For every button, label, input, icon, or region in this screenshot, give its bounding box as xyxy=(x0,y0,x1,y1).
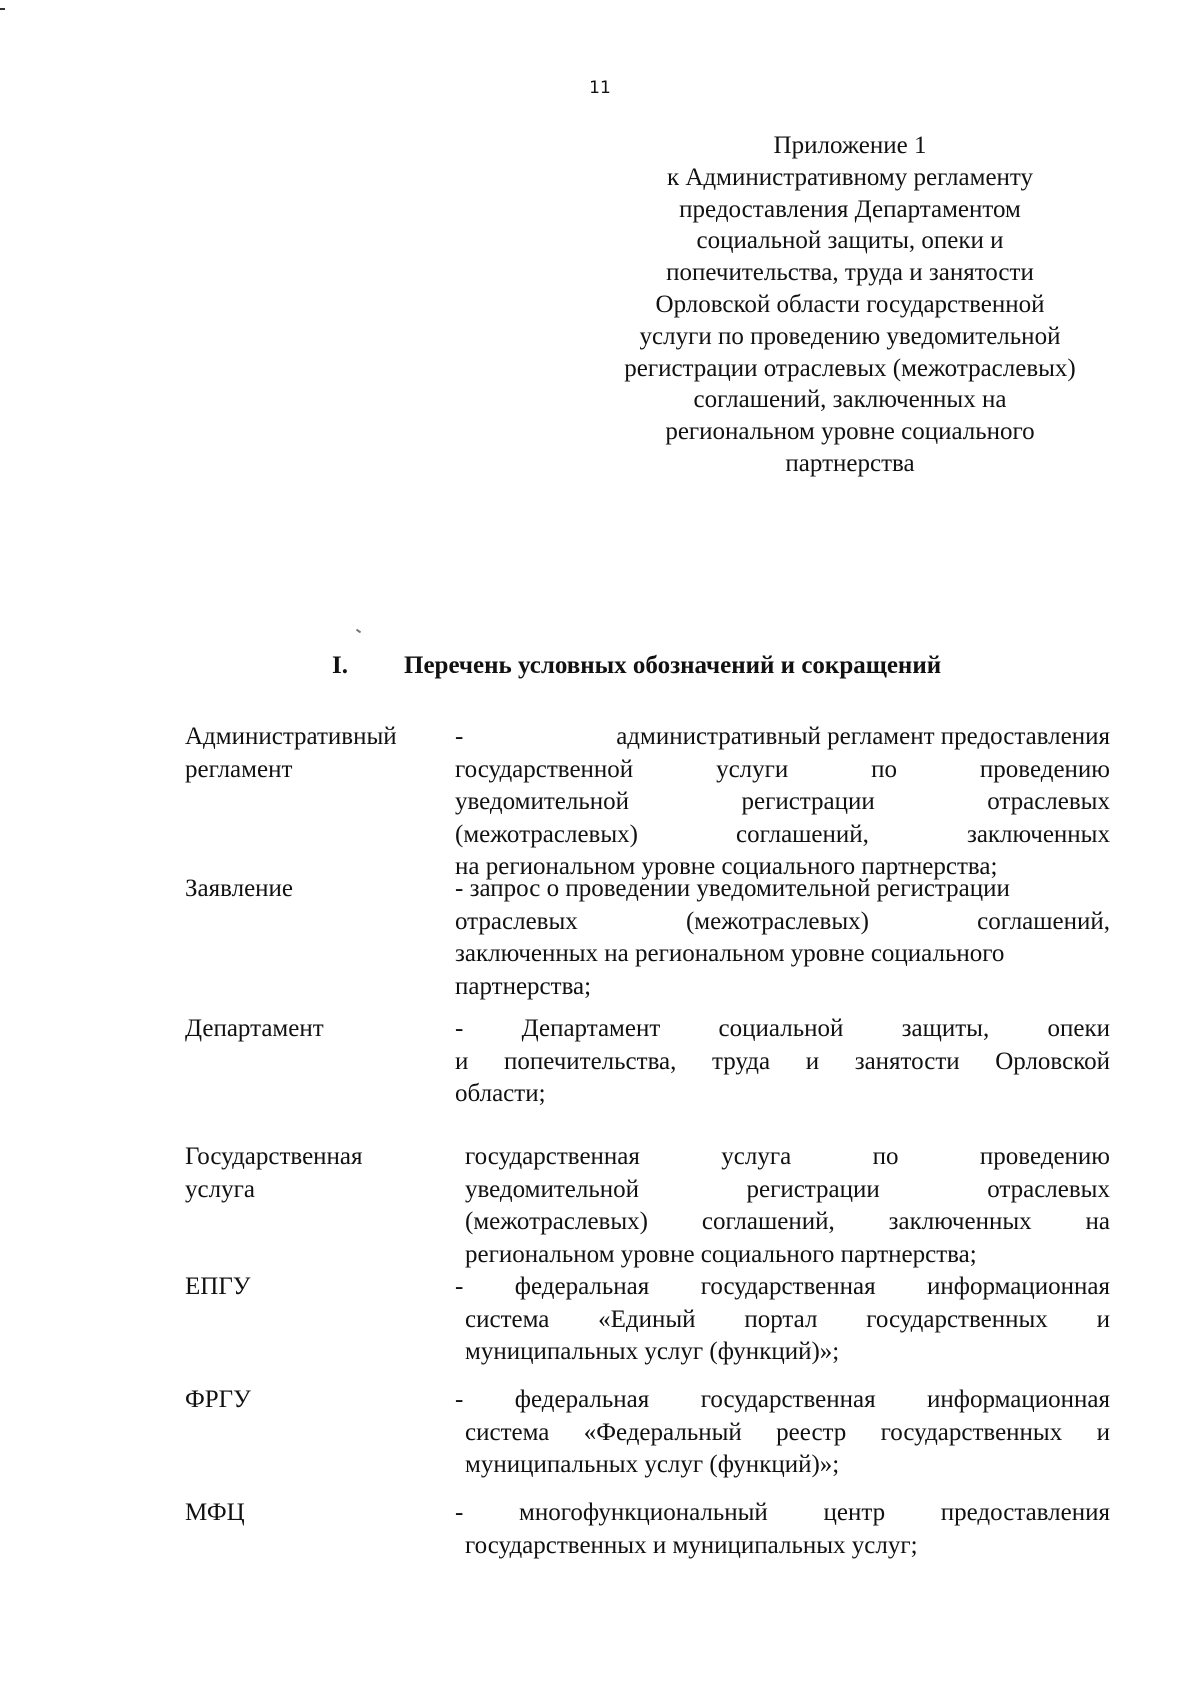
definition-line xyxy=(455,906,1110,939)
definition-word: государственная xyxy=(465,1143,640,1170)
definition-line xyxy=(455,1384,1110,1417)
definition-word: (межотраслевых) xyxy=(465,1208,648,1235)
term-line: услуга xyxy=(185,1175,255,1203)
definition-line xyxy=(455,754,1110,787)
term-line: ФРГУ xyxy=(185,1386,251,1413)
term xyxy=(185,873,445,906)
definition xyxy=(455,873,1110,1003)
definition-word: отраслевых xyxy=(987,1175,1110,1203)
definition-word: соглашений, xyxy=(977,907,1110,935)
term-line: Государственная xyxy=(185,1143,363,1170)
definition-word: (межотраслевых) xyxy=(685,907,869,935)
definition-word: и xyxy=(455,1047,469,1075)
definition-word: занятости xyxy=(854,1047,960,1075)
definition-word: заключенных на региональном уровне социального xyxy=(455,940,1005,967)
definition-line xyxy=(455,1336,1110,1369)
definition-line xyxy=(455,1239,1110,1272)
term-line: Заявление xyxy=(185,875,294,902)
definition-word: защиты, xyxy=(901,1015,990,1042)
definition xyxy=(455,1141,1110,1271)
appendix-line: предоставления Департаментом xyxy=(679,195,1021,223)
term-line: Департамент xyxy=(185,1015,324,1042)
definition xyxy=(455,721,1110,884)
appendix-line: партнерства xyxy=(785,449,915,477)
term-line: регламент xyxy=(185,755,293,783)
definition-word: предоставления xyxy=(940,1499,1110,1526)
definition-word: регистрации xyxy=(741,788,875,815)
definition-line xyxy=(455,819,1110,852)
definition-word: по xyxy=(871,755,898,783)
appendix-line: социальной защиты, опеки и xyxy=(696,227,1004,255)
definition-word: - xyxy=(455,1273,464,1300)
definition-line xyxy=(455,1046,1110,1079)
definition-word: и xyxy=(1096,1305,1110,1333)
definition xyxy=(455,1497,1110,1562)
definition-word: заключенных xyxy=(966,820,1110,848)
definition-word: государственных xyxy=(880,1418,1063,1446)
definition-word: (межотраслевых) xyxy=(455,820,638,848)
definition xyxy=(455,1384,1110,1482)
term xyxy=(185,1271,445,1304)
term xyxy=(185,1384,445,1417)
definition-line xyxy=(455,1304,1110,1337)
definition-word: многофункциональный xyxy=(519,1499,768,1526)
definition-word: федеральная xyxy=(514,1386,650,1413)
appendix-line: к Административному регламенту xyxy=(666,163,1034,191)
definition-word: проведению xyxy=(979,1143,1110,1170)
definition-word: по xyxy=(872,1143,899,1170)
definition-word: «Федеральный xyxy=(583,1418,742,1446)
definition-word: регистрации xyxy=(746,1175,880,1203)
definition-line xyxy=(455,1174,1110,1207)
definition xyxy=(455,1013,1110,1111)
appendix-line: соглашений, заключенных на xyxy=(693,386,1007,414)
definition-word: и xyxy=(805,1047,820,1075)
definition-line xyxy=(455,1078,1110,1111)
definition-word: попечительства, xyxy=(503,1047,677,1075)
appendix-line: региональном уровне социального xyxy=(665,418,1035,446)
definition-word: на xyxy=(1085,1208,1110,1235)
term xyxy=(185,721,445,786)
definition-word: труда xyxy=(711,1047,771,1075)
definition-word: государственных и муниципальных услуг; xyxy=(465,1531,918,1559)
definition-line xyxy=(455,1013,1110,1046)
definition-word: муниципальных услуг (функций)»; xyxy=(465,1338,840,1365)
definition-word: - xyxy=(455,1015,464,1042)
definition-word: - xyxy=(455,1499,464,1526)
definition-word: государственная xyxy=(700,1273,876,1300)
definition-word: отраслевых xyxy=(455,907,578,935)
definition-word: реестр xyxy=(776,1418,847,1446)
definition-word: региональном уровне социального партнерства; xyxy=(465,1240,977,1268)
definition-word: уведомительной xyxy=(465,1175,640,1203)
term-line: Административный xyxy=(185,723,397,750)
definition-word: соглашений, xyxy=(736,820,869,848)
appendix-line: услуги по проведению уведомительной xyxy=(639,322,1061,350)
definition-word: информационная xyxy=(927,1273,1110,1300)
definition-word: - запрос о проведении уведомительной регистрации xyxy=(455,875,1010,902)
term-line: МФЦ xyxy=(185,1499,245,1526)
appendix-line: регистрации отраслевых (межотраслевых) xyxy=(624,354,1076,382)
definition-word: центр xyxy=(823,1499,886,1526)
section-title: Перечень условных обозначений и сокращений xyxy=(404,652,942,679)
definition-word: партнерства; xyxy=(455,972,592,1000)
definition-line xyxy=(455,1206,1110,1239)
definition-word: заключенных xyxy=(888,1208,1032,1235)
appendix-line: Приложение 1 xyxy=(773,132,927,159)
term xyxy=(185,1013,445,1046)
definition-line xyxy=(455,1271,1110,1304)
definition-word: информационная xyxy=(927,1386,1110,1413)
definition-line xyxy=(455,938,1110,971)
definition-word: опеки xyxy=(1047,1015,1110,1042)
definition-word: соглашений, xyxy=(701,1208,835,1235)
definition-word: государственной xyxy=(455,755,634,783)
definition-word: система xyxy=(465,1305,550,1333)
section-number: I. xyxy=(332,652,348,679)
definition-word: государственных xyxy=(866,1305,1048,1333)
page-number: 11 xyxy=(589,78,611,98)
definition-word: и xyxy=(1096,1418,1110,1446)
definition-word: уведомительной xyxy=(455,788,630,815)
definition-line xyxy=(455,971,1110,1004)
definition-line xyxy=(455,1417,1110,1450)
definition-word: государственная xyxy=(700,1386,876,1413)
definition-word: административный регламент предоставления xyxy=(616,723,1110,750)
definition-word: Департамент xyxy=(521,1015,661,1042)
definition-word: - xyxy=(455,723,464,750)
definition-word: социальной xyxy=(718,1015,844,1042)
definition-word: на региональном уровне социального партнерства; xyxy=(455,853,998,880)
appendix-line: Орловской области государственной xyxy=(655,290,1045,318)
definition xyxy=(455,1271,1110,1369)
definition-word: Орловской xyxy=(995,1047,1110,1075)
definition-line xyxy=(455,873,1110,906)
definition-word: портал xyxy=(744,1305,818,1333)
definition-line xyxy=(455,1449,1110,1482)
definition-word: области; xyxy=(455,1080,546,1107)
term xyxy=(185,1141,445,1206)
definition-word: - xyxy=(455,1386,464,1413)
definition-line xyxy=(455,721,1110,754)
definition-line xyxy=(455,1141,1110,1174)
term xyxy=(185,1497,445,1530)
definition-word: проведению xyxy=(979,755,1110,783)
definition-word: отраслевых xyxy=(987,788,1110,815)
appendix-line: попечительства, труда и занятости xyxy=(666,259,1034,287)
definition-word: «Единый xyxy=(598,1305,696,1333)
definition-line xyxy=(455,1497,1110,1530)
term-line: ЕПГУ xyxy=(185,1273,251,1300)
definition-word: муниципальных услуг (функций)»; xyxy=(465,1451,840,1478)
definition-word: система xyxy=(465,1418,550,1446)
definition-line xyxy=(455,786,1110,819)
definition-word: федеральная xyxy=(514,1273,650,1300)
definition-line xyxy=(455,1530,1110,1563)
definition-word: услуга xyxy=(721,1143,792,1170)
definition-word: услуги xyxy=(716,755,789,783)
